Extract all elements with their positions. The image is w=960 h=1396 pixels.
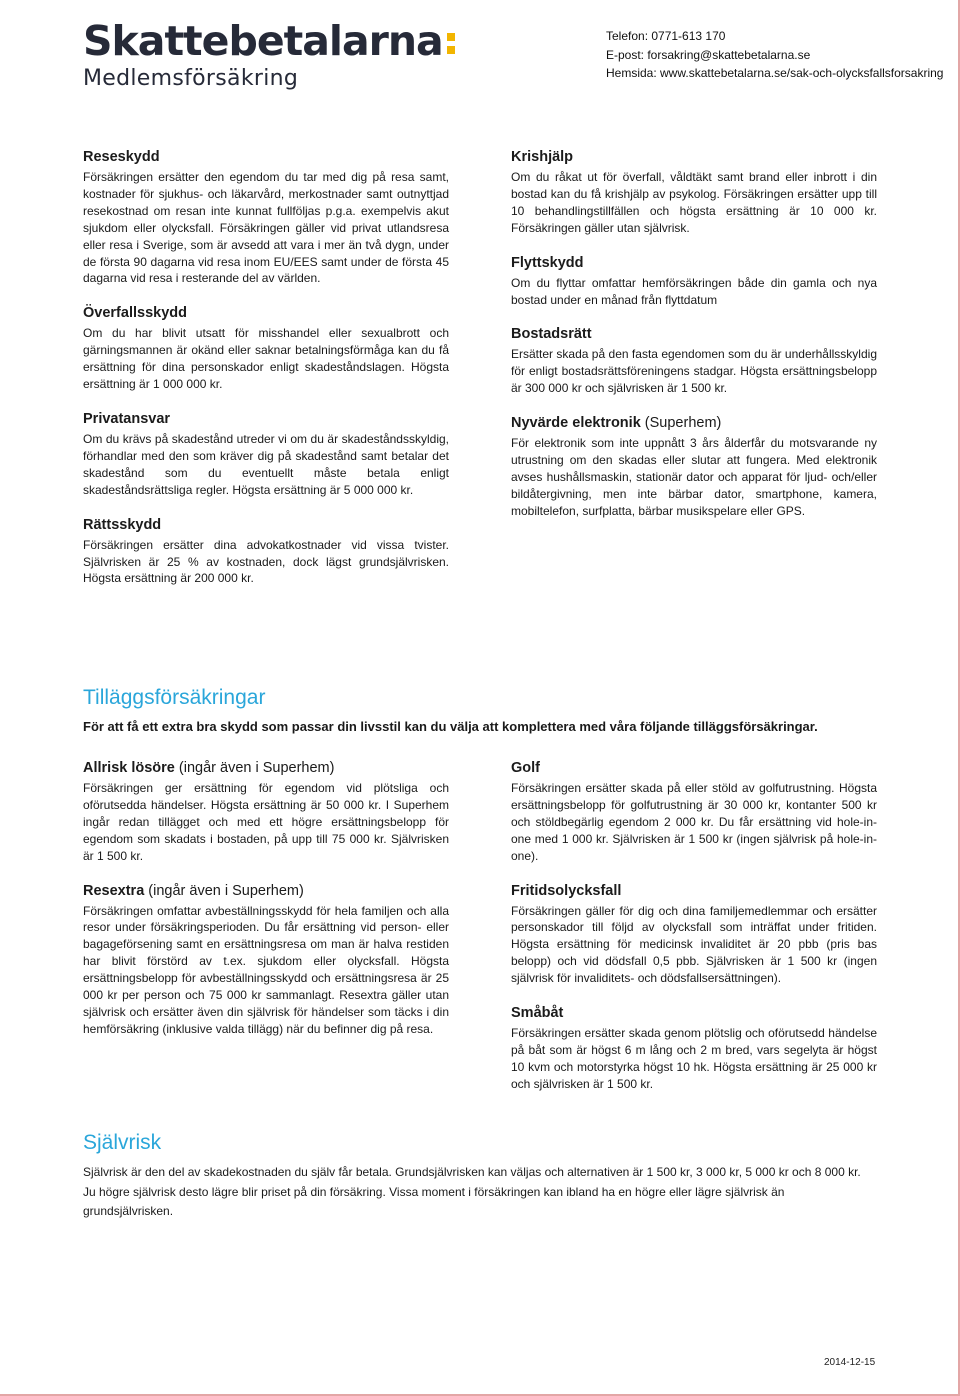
right-coverage-column: [511, 148, 877, 520]
section-title: Golf: [511, 760, 540, 776]
phone-text: Telefon: 0771-613 170: [606, 29, 726, 43]
section-rattsskydd: [83, 516, 449, 588]
section-title: Allrisk lösöre (ingår även i Superhem): [83, 760, 335, 776]
section-text: Försäkringen ersätter skada på eller stöld av golfutrustning. Högsta ersättningsbelopp för golfutrustning är 30 000 kr, kontanter 500 kr och stöldbegärlig egendom 2 000 kr. Du får ersättning vid hole-in-one med 1 000 kr. Självrisken är 1 500 kr (ingen självrisk på hole-in-one).: [511, 781, 877, 863]
deductible-heading: Självrisk: [83, 1131, 162, 1154]
section-title: Fritidsolycksfall: [511, 882, 622, 899]
section-privatansvar: [83, 410, 449, 499]
section-flyttskydd: [511, 254, 877, 309]
addons-intro: För att få ett extra bra skydd som passar din livsstil kan du välja att komplettera med våra följande tilläggsförsäkringar.: [83, 719, 818, 734]
website-text: Hemsida: www.skattebetalarna.se/sak-och-olycksfallsforsakring: [606, 66, 944, 80]
footer-date: 2014-12-15: [824, 1357, 876, 1368]
section-title: Nyvärde elektronik (Superhem): [511, 415, 722, 432]
section-title: Rättsskydd: [83, 516, 162, 533]
section-resextra: [83, 882, 449, 1038]
section-text: Försäkringen ersätter dina advokatkostnader vid vissa tvister. Självrisken är 25 % av kostnaden, dock lägst grundsjälvrisken. Högsta ersättning är 200 000 kr.: [83, 537, 449, 586]
section-text: Försäkringen gäller för dig och dina familjemedlemmar och ersätter personskador till följd av olycksfall som inträffat under fritiden. Högsta ersättning för medicinsk invaliditet är 20 pbb (pris bas belopp) och vid dödsfall 0,5 pbb. Självrisken är 1 500 kr (ingen självrisk för invaliditets- och dödsfallsersättningen).: [511, 903, 877, 986]
section-title: Bostadsrätt: [511, 326, 592, 343]
section-text: Försäkringen omfattar avbeställningsskydd för hela familjen och alla resor under försäkringsperioden. Du får ersättning vid person- eller bagageförsening samt en ersättningsresa om man är halva restiden har blivit förstörd av t.ex. sjukdom eller olycksfall. Högsta ersättningsbelopp för avbeställningsskydd och ersättningsresa är 25 000 kr per person och 75 000 kr sammanlagt. Resextra gäller utan självrisk och ersätter även din självrisk för händelser som täcks i din hemförsäkring (inklusive valda tillägg) när du befinner dig på resa.: [83, 903, 449, 1036]
logo-subtitle: Medlemsförsäkring: [83, 66, 299, 91]
section-text: Ersätter skada på den fasta egendomen som du är underhållsskyldig för enligt bostadsrättsföreningens stadgar. Högsta ersättningsbelopp är 300 000 kr och självrisken är 1 500 kr.: [511, 347, 877, 396]
logo-title: Skattebetalarna: [83, 18, 455, 64]
section-text: Om du har blivit utsatt för misshandel eller sexualbrott och gärningsmannen är okänd eller saknar betalningsförmåga kan du få ersättning för dina personskador enligt skadeståndslagen. Högsta ersättning är 1 000 000 kr.: [83, 326, 449, 392]
section-text: För elektronik som inte uppnått 3 års ålderfår du motsvarande ny utrustning om den skadas eller slutar att fungera. Med elektronik avses hushållsmaskin, stationär dator och apparat för ljud- och/eller bildåtergivning, men inte bärbar dator, smartphone, kamera, mobiltelefon, surfplatta, bärbar musikspelare eller GPS.: [511, 436, 877, 518]
section-golf: [511, 759, 877, 865]
section-reseskydd: [83, 148, 449, 287]
section-title: Privatansvar: [83, 410, 171, 427]
section-text: Om du krävs på skadestånd utreder vi om du är skadeståndsskyldig, förhandlar med den som kräver dig på skadestånd samt betalar det skadestånd som du eventuellt måste betala enligt skadeståndsrättsliga regler. Högsta ersättning är 5 000 000 kr.: [83, 431, 449, 497]
section-overfallsskydd: [83, 304, 449, 393]
company-logo: [83, 18, 455, 91]
addons-right-column: [511, 759, 877, 1093]
section-text: Om du råkat ut för överfall, våldtäkt samt brand eller inbrott i din bostad kan du få krishjälp av psykolog. Försäkringen ersätter upp till 10 behandlingstillfällen och högsta ersättning är 10 000 kr. Försäkringen gäller utan självrisk.: [511, 170, 877, 235]
section-title: Reseskydd: [83, 149, 160, 165]
email-text: E-post: forsakring@skattebetalarna.se: [606, 47, 811, 62]
deductible-section: [83, 1163, 873, 1222]
addons-heading: Tilläggsförsäkringar: [83, 686, 266, 709]
section-text: Om du flyttar omfattar hemförsäkringen både din gamla och nya bostad under en månad från flyttdatum: [511, 275, 877, 307]
section-title: Resextra (ingår även i Superhem): [83, 882, 304, 899]
section-smabat: [511, 1004, 877, 1093]
section-bostadsratt: [511, 325, 877, 397]
left-coverage-column: [83, 148, 449, 587]
section-title: Flyttskydd: [511, 254, 584, 271]
logo-colon-icon: [447, 30, 455, 59]
contact-info: [606, 27, 943, 83]
section-text: Försäkringen ger ersättning för egendom vid plötsliga och oförutsedda händelser. Högsta ersättning är 50 000 kr. I Superhem ingår redan tillägget och med ett högre ersättningsbelopp för egendom som skadats i bostaden, på upp till 75 000 kr. Självrisken är 1 500 kr.: [83, 781, 449, 863]
section-nyvarde-elektronik: [511, 414, 877, 520]
section-title: Krishjälp: [511, 149, 574, 165]
addons-left-column: [83, 759, 449, 1038]
deductible-text: Självrisk är den del av skadekostnaden du själv får betala. Grundsjälvrisken kan väljas och alternativen är 1 500 kr, 3 000 kr, 5 000 kr och 8 000 kr. Ju högre självrisk desto lägre blir priset på din försäkring. Vissa moment i försäkringen kan ibland ha en högre eller lägre självrisk än grundsjälvrisken.: [83, 1165, 861, 1218]
section-krishjalp: [511, 148, 877, 237]
section-fritidsolycksfall: [511, 882, 877, 988]
section-text: Försäkringen ersätter skada genom plötslig och oförutsedd händelse på båt som är högst 6 m lång och 2 m bred, vars segelyta är högst 10 kvm och motorstyrka högst 10 hk. Högsta ersättning är 25 000 kr och självrisken är 1 500 kr.: [511, 1026, 877, 1091]
section-title: Överfallsskydd: [83, 305, 187, 322]
section-text: Försäkringen ersätter den egendom du tar med dig på resa samt, kostnader för sjukhus- och läkarvård, merkostnader samt outnyttjad resekostnad om resan inte kunnat fullföljas p.g.a. exempelvis akut sjukdom eller olycksfall. Försäkringen gäller vid privat utlandsresa eller resa i Sverige, som är avsedd att vara i mer än två dygn, under de första 90 dagarna vid resa inom EU/EES samt under de första 45 dagarna vid resa i resterande del av världen.: [83, 170, 449, 286]
section-allrisk: [83, 759, 449, 865]
section-title: Småbåt: [511, 1005, 564, 1022]
